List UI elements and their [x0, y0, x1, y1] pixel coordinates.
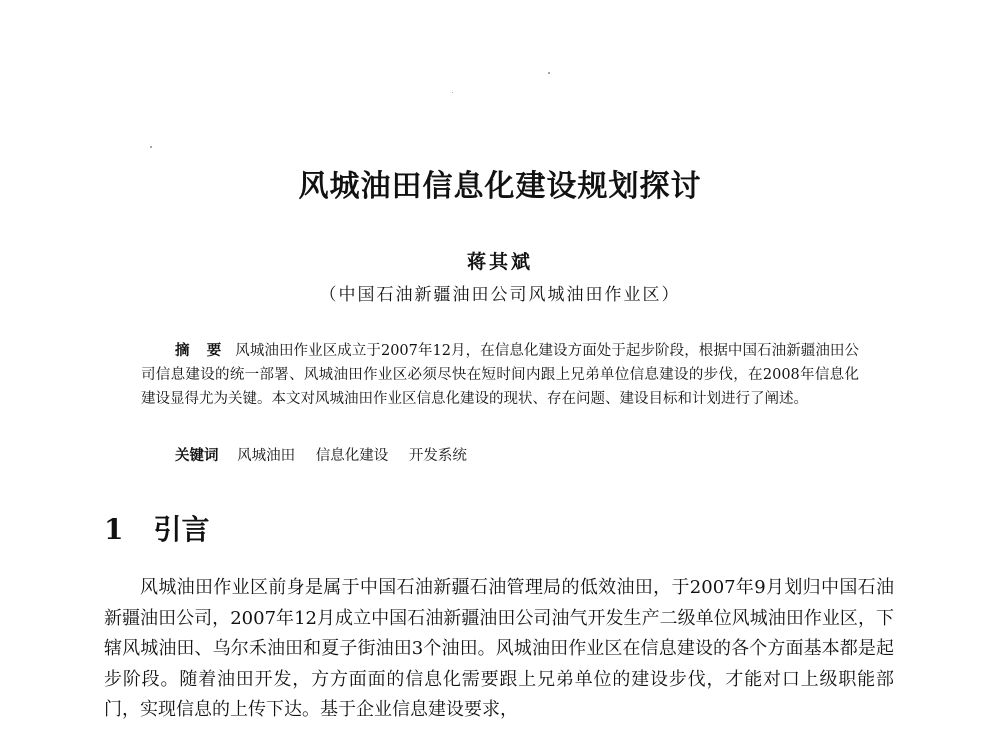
keyword-item: 开发系统 [408, 448, 467, 464]
body-paragraph: 风城油田作业区前身是属于中国石油新疆石油管理局的低效油田，于2007年9月划归中国石油新疆油田公司，2007年12月成立中国石油新疆油田公司油气开发生产二级单位风城油田作业区，下辖风城油田、乌尔禾油田和夏子街油田3个油田。风城油田作业区在信息建设的各个方面基本都是起步阶段。随着油田开发，方方面面的信息化需要跟上兄弟单位的建设步伐，才能对口上级职能部门，实现信息的上传下达。基于企业信息建设要求， [104, 577, 894, 720]
keywords-label: 关键词 [175, 448, 219, 464]
abstract-label: 摘 要 [175, 343, 228, 359]
section-heading [104, 512, 210, 548]
scan-speck [150, 146, 152, 148]
abstract-block [141, 339, 859, 411]
scan-speck [548, 72, 550, 74]
scan-speck [452, 92, 453, 93]
abstract-text: 风城油田作业区成立于2007年12月，在信息化建设方面处于起步阶段，根据中国石油新疆油田公司信息建设的统一部署、风城油田作业区必须尽快在短时间内跟上兄弟单位信息建设的步伐，在2008年信息化建设显得尤为关键。本文对风城油田作业区信息化建设的现状、存在问题、建设目标和计划进行了阐述。 [141, 343, 859, 407]
section-title: 引言 [153, 513, 210, 546]
author-name: 蒋其斌 [466, 251, 533, 273]
body-text [104, 573, 894, 726]
keyword-item: 风城油田 [237, 448, 296, 464]
author-affiliation: （中国石油新疆油田公司风城油田作业区） [319, 285, 681, 305]
keywords-block [175, 445, 483, 467]
paper-title: 风城油田信息化建设规划探讨 [298, 169, 702, 204]
section-number: 1 [104, 513, 124, 546]
keyword-item: 信息化建设 [315, 448, 389, 464]
